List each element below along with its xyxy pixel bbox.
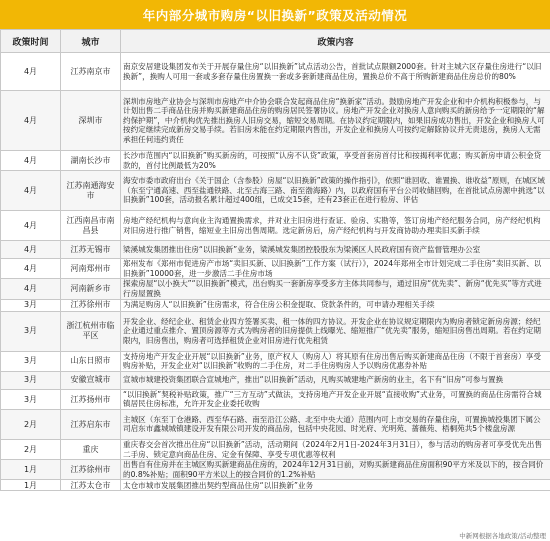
table-row (1, 299, 550, 311)
cell-time: 2月 (1, 409, 61, 439)
table-row (1, 151, 550, 171)
cell-time: 4月 (1, 211, 61, 241)
cell-city: 江苏徐州市 (61, 460, 121, 480)
cell-content: 为满足购房人“以旧换新”住房需求，符合住房公积金提取、贷款条件的，可申请办理相关手续 (121, 299, 550, 311)
table-body (1, 53, 550, 491)
table-row (1, 171, 550, 211)
table-row (1, 389, 550, 409)
cell-content: 房地产经纪机构与意向业主沟通置换需求，并对业主旧房进行查证、验房、实勘等，签订房地产经纪服务合同，房产经纪机构对旧房进行推广销售，缩短业主旧房出售周期。选定新房后，房产经纪机构与开发商协助办理卖旧买新手续 (121, 211, 550, 241)
cell-content: 海安市委市政府出台《关于国企（含参股）房屋“以旧换新”政策的操作指引》，依照“谁回收、谁置换、谁收益”原则，在城区域（东至宁通高速、西至盐通铁路、北至古海三路、南至渤海路）内，以政府国有平台公司收储回购，在首批试点房源中挑选“以旧换新”100套，活动报名累计超过400组，已成交15套，还有23套正在进行验房、评估 (121, 171, 550, 211)
table-row (1, 351, 550, 371)
table-row (1, 480, 550, 491)
column-header-time: 政策时间 (1, 30, 61, 53)
cell-time: 4月 (1, 53, 61, 91)
table-row (1, 439, 550, 459)
table-row (1, 311, 550, 351)
table-row (1, 409, 550, 439)
cell-time: 3月 (1, 389, 61, 409)
cell-city: 江苏徐州市 (61, 299, 121, 311)
cell-city: 江苏南通海安市 (61, 171, 121, 211)
policy-table (0, 29, 550, 491)
cell-content: 宣城市城建投资集团联合宣城地产，推出“以旧换新”活动，凡购买城建地产新房的业主，名下有“旧房”可参与置换 (121, 371, 550, 389)
table-row (1, 53, 550, 91)
cell-time: 4月 (1, 241, 61, 259)
cell-city: 江苏南京市 (61, 53, 121, 91)
cell-city: 江苏启东市 (61, 409, 121, 439)
cell-content: 出售自有住房并在主城区购买新建商品住房的，2024年12月31日前，对购买新建商品住房面积90平方米及以下的，按合同价的0.8%补贴；面积90平方米以上的按合同价的1.2%补贴 (121, 460, 550, 480)
cell-content: 探索房屋“以小换大”“以旧换新”模式，出台购买一套新房享受多方主体共同参与，通过旧房“优先卖”、新房“优先买”等方式进行房屋置换 (121, 279, 550, 299)
cell-content: 支持房地产开发企业开展“以旧换新”业务，原产权人（购房人）将其原有住房出售后购买新建商品住房（不限于首套房）享受购房补贴，开发企业对“以旧换新”收购的二手住房，对二手住房购房人予以购房优惠券补贴 (121, 351, 550, 371)
cell-time: 1月 (1, 480, 61, 491)
cell-content: 长沙市范围内“以旧换新”购买新房的，可按照“认房不认贷”政策，享受首套房首付比和按揭利率优惠；购买新房申请公积金贷款的，首付比例最低为20% (121, 151, 550, 171)
table-row (1, 460, 550, 480)
cell-city: 浙江杭州市临平区 (61, 311, 121, 351)
cell-content: 重庆春交会首次推出住房“以旧换新”活动，活动期间（2024年2月1日-2024年3月31日），参与活动的购房者可享受优先出售二手房、锁定意向商品住房、定金有保障、享受专项优惠等权利 (121, 439, 550, 459)
cell-content: 深圳市房地产业协会与深圳市房地产中介协会联合发起商品住房“换新家”活动。鼓励房地产开发企业和中介机构积极参与，与计划出售二手商品住房并购买新建商品住房的购房居民签署协议。房地产开发企业对换房人意向购买的新房给予一定期限的“解约保护期”，中介机构优先推出换房人旧房交易，缩短交易周期。在协议约定期限内，如果旧房成功售出，开发企业和换房人可按约定继续完成新房交易手续。若旧房未能在约定期限内售出，开发企业和换房人可按约定解除协议并无责退房，换房人无需承担任何违约责任 (121, 91, 550, 151)
source-note: 中新网根据各地政策/活动整理 (459, 532, 546, 540)
table-row (1, 371, 550, 389)
cell-time: 3月 (1, 371, 61, 389)
cell-city: 重庆 (61, 439, 121, 459)
cell-city: 湖南长沙市 (61, 151, 121, 171)
page-title: 年内部分城市购房“以旧换新”政策及活动情况 (0, 0, 550, 29)
table-row (1, 91, 550, 151)
cell-time: 4月 (1, 259, 61, 279)
cell-content: 郑州发布《郑州市促进房产市场“卖旧买新、以旧换新”工作方案（试行）》，2024年郑州全市计划完成二手住房“卖旧买新、以旧换新”10000套，进一步激活二手住房市场 (121, 259, 550, 279)
cell-time: 4月 (1, 171, 61, 211)
cell-content: 梁溪城发集团推出住房“以旧换新”业务，梁溪城发集团控股股东为梁溪区人民政府国有资产监督管理办公室 (121, 241, 550, 259)
column-header-city: 城市 (61, 30, 121, 53)
table-header-row (1, 30, 550, 53)
cell-time: 2月 (1, 439, 61, 459)
table-row (1, 241, 550, 259)
cell-time: 3月 (1, 311, 61, 351)
cell-city: 河南新乡市 (61, 279, 121, 299)
column-header-content: 政策内容 (121, 30, 550, 53)
cell-content: 太仓市城市发展集团推出契约型商品住房“以旧换新”业务 (121, 480, 550, 491)
cell-city: 河南郑州市 (61, 259, 121, 279)
cell-time: 4月 (1, 91, 61, 151)
cell-content: 主城区（东至丁仓港路、西至华石路、南至沿江公路、北至中央大道）范围内可上市交易的存量住房，可置换城投集团下属公司启东市鑫城城镇建设开发有限公司开发的商品房，包括中央花园、时光府、光明苑、蔷薇苑、梧桐苑共5个楼盘房源 (121, 409, 550, 439)
table-row (1, 211, 550, 241)
cell-city: 江苏扬州市 (61, 389, 121, 409)
cell-city: 江苏无锡市 (61, 241, 121, 259)
cell-time: 4月 (1, 151, 61, 171)
cell-time: 1月 (1, 460, 61, 480)
table-row (1, 259, 550, 279)
cell-time: 4月 (1, 279, 61, 299)
cell-content: 开发企业、经纪企业、租赁企业四方签署买卖、租一体的四方协议。开发企业在协议规定期限内为购房者锁定新房房源；经纪企业通过重点推介、置顶房源等方式为购房者的旧房提供上线曝光、缩短推广“优先卖”服务，缩短旧房售出周期。若在约定期限内，旧房售出，购房者可选择租赁企业对旧房进行优先租赁 (121, 311, 550, 351)
cell-city: 江西南昌市南昌县 (61, 211, 121, 241)
cell-content: “以旧换新”契税补贴政策，推广“三方互动”式做法，支持房地产开发企业开展“直接收购”式业务，可置换的商品住房需符合城镇居民住房标准，允许开发企业委托收购 (121, 389, 550, 409)
cell-city: 深圳市 (61, 91, 121, 151)
cell-time: 3月 (1, 299, 61, 311)
cell-time: 3月 (1, 351, 61, 371)
cell-city: 山东日照市 (61, 351, 121, 371)
table-row (1, 279, 550, 299)
cell-content: 南京安居建设集团发布关于开展存量住房“以旧换新”试点活动公告，首批试点限额2000套。针对主城六区存量住房进行“以旧换新”，换购人可用一套或多套存量住房置换一套或多套新建商品住房，置换总价不高于所购新建商品住房总价的80% (121, 53, 550, 91)
cell-city: 安徽宣城市 (61, 371, 121, 389)
cell-city: 江苏太仓市 (61, 480, 121, 491)
